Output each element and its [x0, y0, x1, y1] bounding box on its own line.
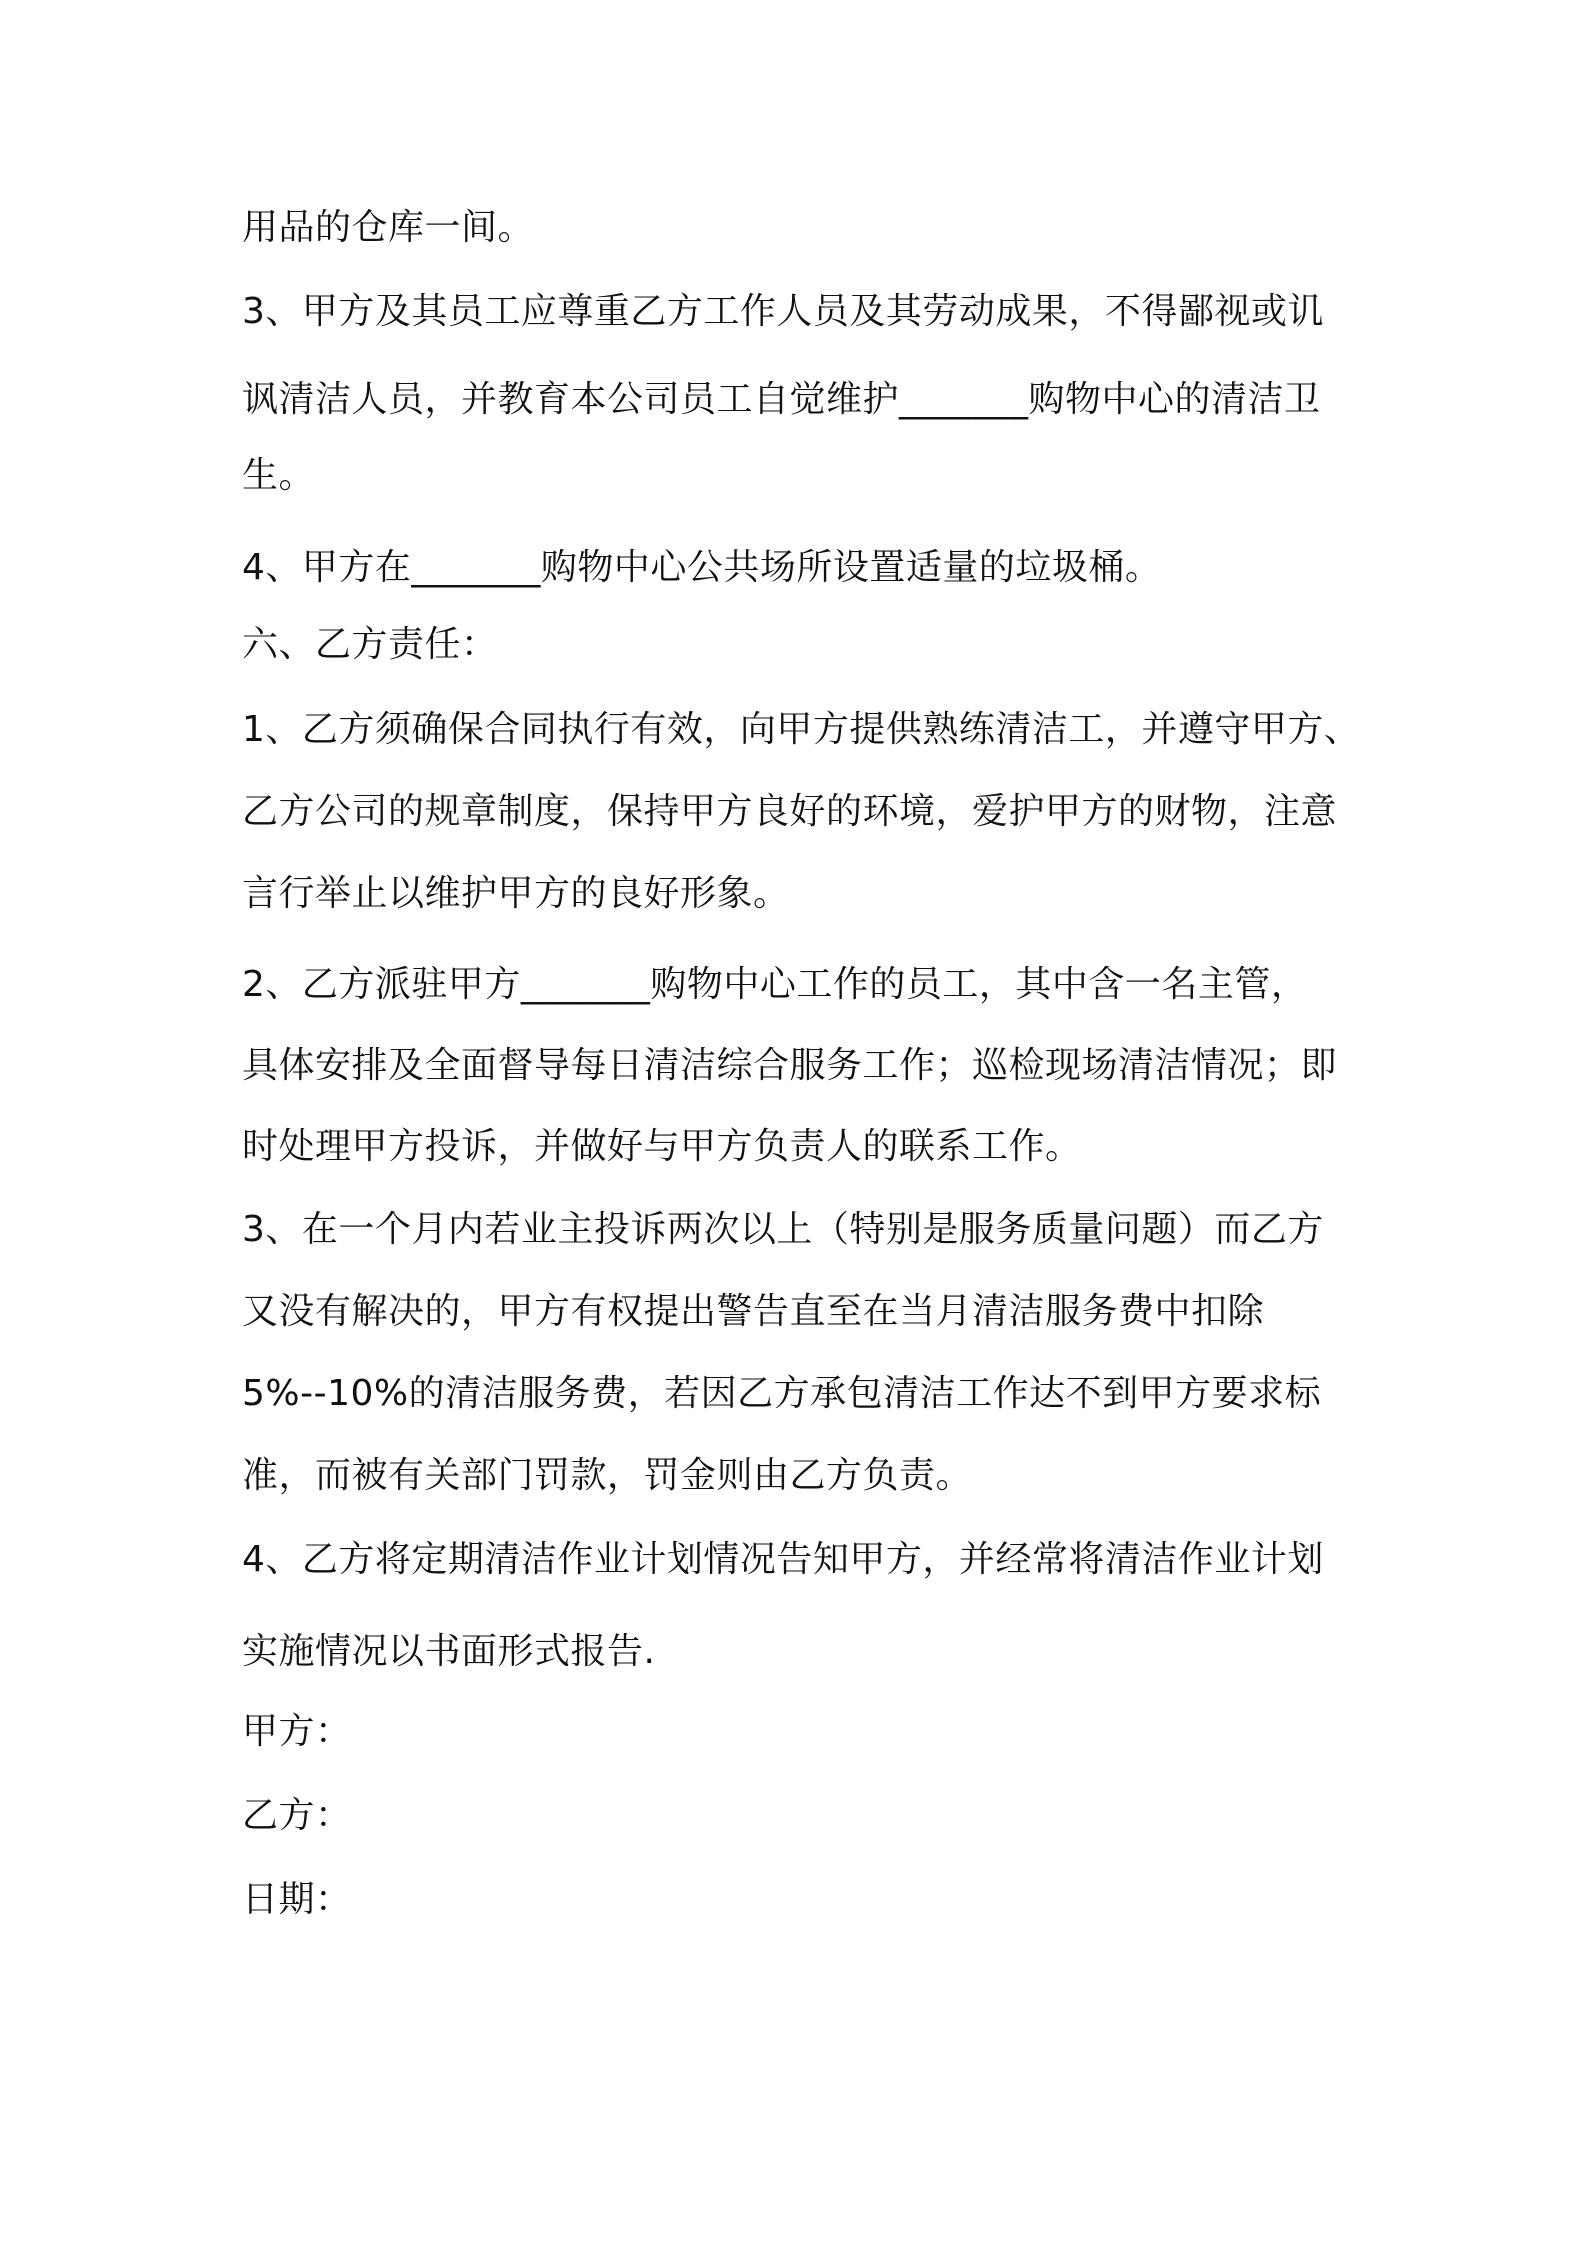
text-line: 具体安排及全面督导每日清洁综合服务工作；巡检现场清洁情况；即 — [242, 1045, 1338, 1086]
text-line: 4、甲方在_______购物中心公共场所设置适量的垃圾桶。 — [242, 547, 1162, 588]
text-line: 3、在一个月内若业主投诉两次以上（特别是服务质量问题）而乙方 — [242, 1209, 1324, 1250]
text-line: 乙方公司的规章制度，保持甲方良好的环境，爱护甲方的财物，注意 — [242, 791, 1338, 832]
signature-party-b: 乙方： — [242, 1795, 352, 1836]
text-line: 1、乙方须确保合同执行有效，向甲方提供熟练清洁工，并遵守甲方、 — [242, 709, 1361, 750]
signature-party-a: 甲方： — [242, 1711, 352, 1752]
text-line: 讽清洁人员，并教育本公司员工自觉维护_______购物中心的清洁卫 — [242, 379, 1321, 420]
signature-date: 日期： — [242, 1879, 352, 1920]
text-line: 言行举止以维护甲方的良好形象。 — [242, 873, 790, 914]
text-line: 5%--10%的清洁服务费，若因乙方承包清洁工作达不到甲方要求标 — [242, 1373, 1322, 1414]
text-line: 3、甲方及其员工应尊重乙方工作人员及其劳动成果，不得鄙视或讥 — [242, 291, 1324, 332]
text-line: 时处理甲方投诉，并做好与甲方负责人的联系工作。 — [242, 1126, 1082, 1167]
text-line: 2、乙方派驻甲方_______购物中心工作的员工，其中含一名主管， — [242, 964, 1308, 1005]
text-line: 实施情况以书面形式报告. — [242, 1631, 656, 1672]
text-line: 用品的仓库一间。 — [242, 207, 535, 248]
section-heading: 六、乙方责任： — [242, 624, 498, 665]
text-line: 生。 — [242, 455, 316, 496]
text-line: 又没有解决的，甲方有权提出警告直至在当月清洁服务费中扣除 — [242, 1291, 1265, 1332]
text-line: 准，而被有关部门罚款，罚金则由乙方负责。 — [242, 1455, 973, 1496]
text-line: 4、乙方将定期清洁作业计划情况告知甲方，并经常将清洁作业计划 — [242, 1539, 1324, 1580]
